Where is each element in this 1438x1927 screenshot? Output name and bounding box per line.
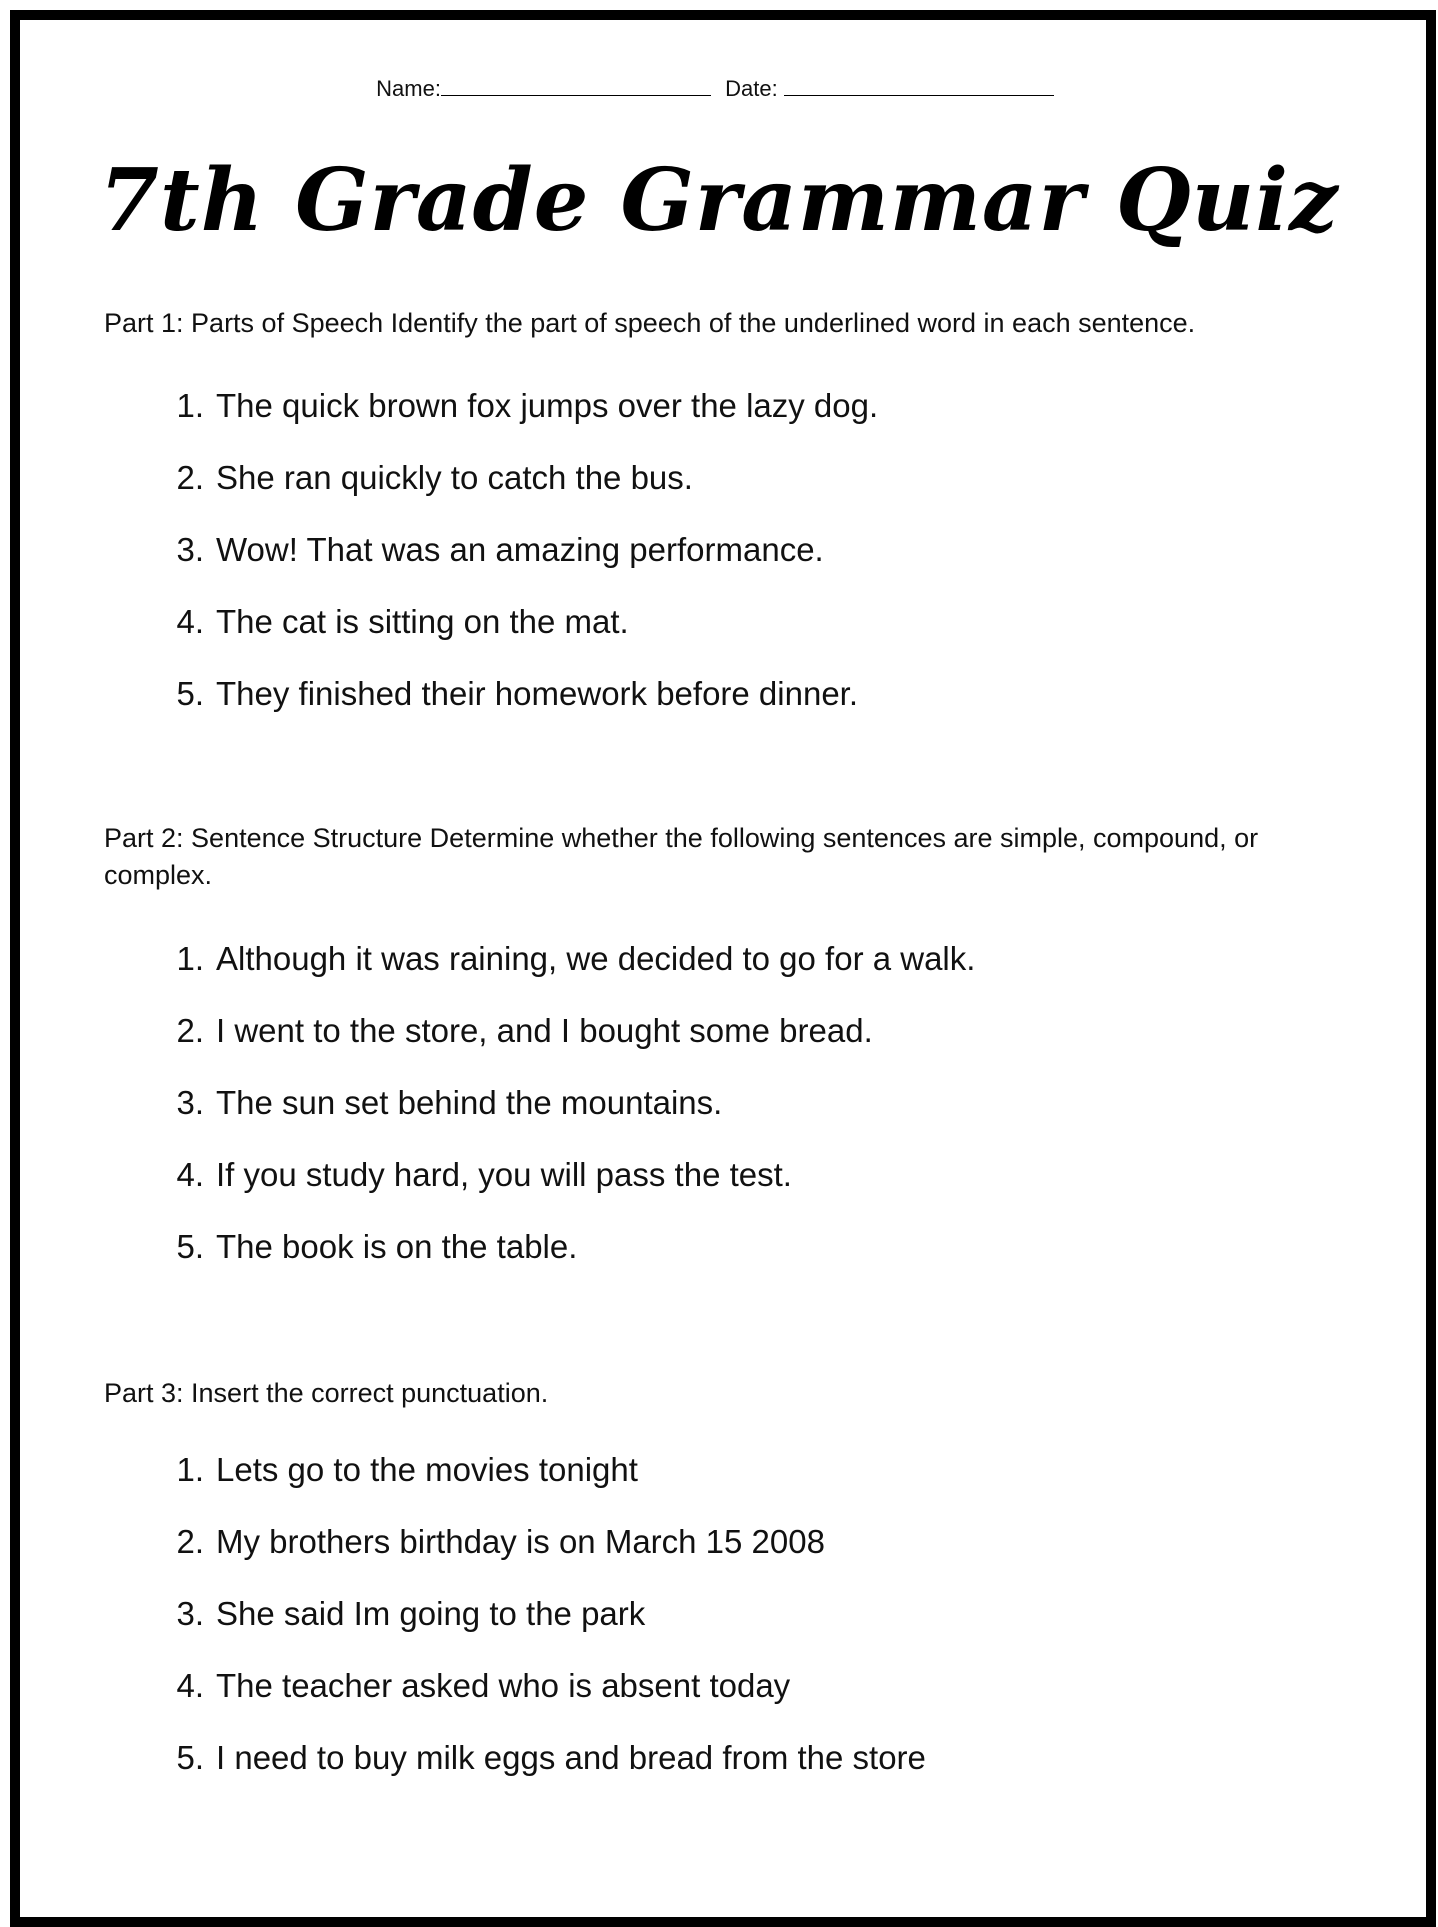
item-text: She ran quickly to catch the bus. — [216, 459, 693, 496]
part-1-list — [104, 370, 1344, 730]
item-number: 2. — [176, 459, 204, 496]
part-2-instruction: Part 2: Sentence Structure Determine whether the following sentences are simple, compound, or complex. — [104, 823, 1259, 890]
item-text: The book is on the table. — [216, 1228, 578, 1265]
part-1-section — [104, 305, 1344, 730]
name-date-line — [0, 76, 1438, 102]
item-number: 5. — [176, 1228, 204, 1265]
list-item — [104, 1434, 1344, 1506]
item-text: The quick brown fox jumps over the lazy dog. — [216, 387, 879, 424]
list-item — [104, 442, 1344, 514]
item-text: She said Im going to the park — [216, 1595, 646, 1632]
list-item — [104, 1506, 1344, 1578]
item-number: 2. — [176, 1012, 204, 1049]
list-item — [104, 514, 1344, 586]
list-item — [104, 1722, 1344, 1794]
item-text: They finished their homework before dinner. — [216, 675, 859, 712]
item-number: 3. — [176, 1595, 204, 1632]
name-label: Name: — [376, 76, 441, 101]
list-item — [104, 995, 1344, 1067]
part-1-instruction: Part 1: Parts of Speech Identify the part of speech of the underlined word in each sentence. — [104, 308, 1196, 338]
list-item — [104, 1211, 1344, 1283]
list-item — [104, 1067, 1344, 1139]
item-number: 1. — [176, 940, 204, 977]
part-3-list — [104, 1434, 1344, 1794]
list-item — [104, 370, 1344, 442]
item-number: 4. — [176, 603, 204, 640]
item-text: The sun set behind the mountains. — [216, 1084, 723, 1121]
part-3-instruction: Part 3: Insert the correct punctuation. — [104, 1378, 549, 1408]
list-item — [104, 923, 1344, 995]
part-2-section — [104, 820, 1344, 1283]
item-text: Lets go to the movies tonight — [216, 1451, 638, 1488]
item-number: 5. — [176, 1739, 204, 1776]
list-item — [104, 1578, 1344, 1650]
name-blank[interactable] — [441, 77, 711, 96]
part-3-section — [104, 1375, 1344, 1794]
item-text: If you study hard, you will pass the test. — [216, 1156, 792, 1193]
date-label: Date: — [725, 76, 778, 101]
item-number: 5. — [176, 675, 204, 712]
quiz-title: 7th Grade Grammar Quiz — [99, 150, 1339, 251]
item-number: 1. — [176, 387, 204, 424]
item-text: Wow! That was an amazing performance. — [216, 531, 824, 568]
item-number: 2. — [176, 1523, 204, 1560]
list-item — [104, 658, 1344, 730]
item-text: The cat is sitting on the mat. — [216, 603, 629, 640]
part-2-list — [104, 923, 1344, 1283]
list-item — [104, 1139, 1344, 1211]
list-item — [104, 586, 1344, 658]
item-text: My brothers birthday is on March 15 2008 — [216, 1523, 825, 1560]
item-number: 4. — [176, 1156, 204, 1193]
date-blank[interactable] — [784, 77, 1054, 96]
item-number: 4. — [176, 1667, 204, 1704]
item-text: I went to the store, and I bought some bread. — [216, 1012, 873, 1049]
list-item — [104, 1650, 1344, 1722]
item-text: Although it was raining, we decided to go for a walk. — [216, 940, 976, 977]
item-text: I need to buy milk eggs and bread from the store — [216, 1739, 926, 1776]
item-number: 3. — [176, 531, 204, 568]
item-number: 3. — [176, 1084, 204, 1121]
item-text: The teacher asked who is absent today — [216, 1667, 791, 1704]
item-number: 1. — [176, 1451, 204, 1488]
